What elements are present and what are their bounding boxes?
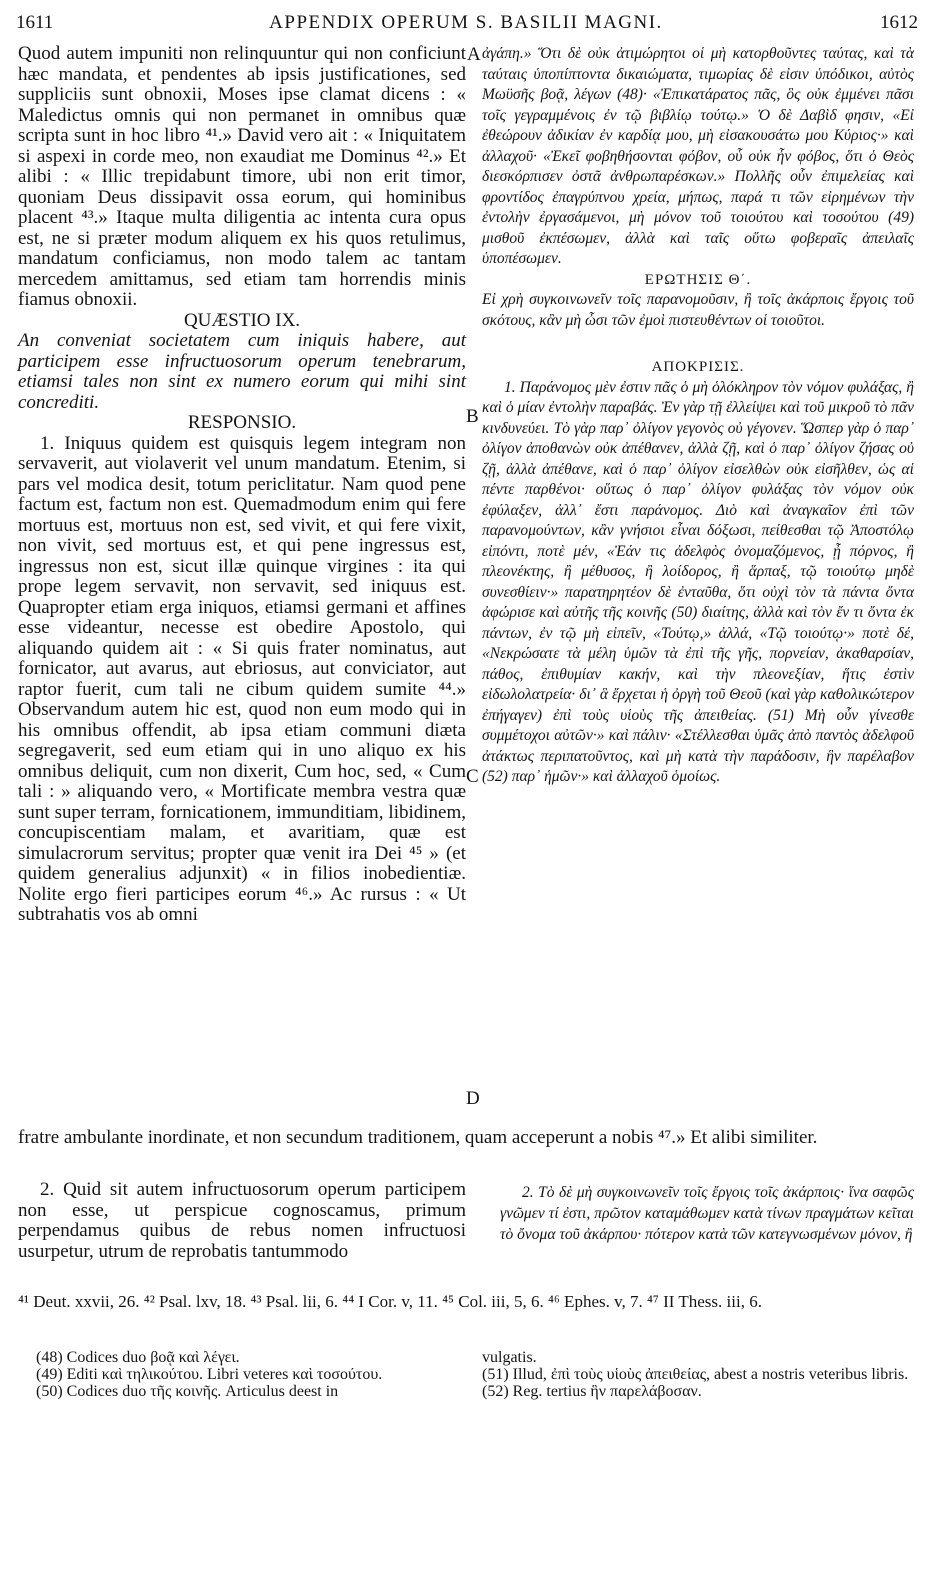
margin-letter-c: C bbox=[466, 766, 479, 787]
footnote-50: (50) Codices duo τῆς κοινῆς. Articulus deest in bbox=[36, 1383, 339, 1400]
latin-paragraph-2: 1. Iniquus quidem est quisquis legem integram non servaverit, aut violaverit vel unum mandatum. Etenim, si pars vel modica desit, totum periclitatur. Nam quod pene factum est, factum non est. Quemadmodum enim qui fere mortuus est, mortuus non est, sed vivit, et qui fere vixit, non vivit, sed mortuus est, et qui pene ingressus est, ingressus non est, sicut illæ quinque virgines : ita qui prope legem servavit, non servavit, sed iniquus est. Quapropter etiam erga iniquos, etiamsi germani et affines esse videantur, necesse est obedire Apostolo, qui aliquando quidem ait : « Si quis frater nominatus, aut fornicator, aut avarus, aut ebriosus, aut conviciator, aut raptor fuerit, cum tali ne cibum quidem sumite ⁴⁴.» Observandum autem hic est, quod non eum modo qui in his omnibus offendit, ab ipsa etiam communi diæta segregaverit, sed eum etiam qui in uno aliquo ex his omnibus deliquit, cum non dixerit, Cum hoc, sed, « Cum tali : » aliquando vero, « Mortificate membra vestra quæ sunt super terram, fornicationem, immunditiam, libidinem, concupiscentiam malam, et avaritiam, quæ est simulacrorum servitus; propter quæ venit ira Dei ⁴⁵ » (et quidem generalius adjunxit) « in filios inobedientiæ. Nolite ergo fieri participes eorum ⁴⁶.» Ac rursus : « Ut subtrahatis vos ab omni bbox=[18, 432, 466, 925]
latin-paragraph-1: Quod autem impuniti non relinquuntur qui non conficiunt hæc mandata, et pendentes ab ipsis justificationes, sed suppliciis sunt obnoxii, Moses ipse clamat dicens : « Maledictus omnis qui non permanet in omnibus quæ scripta sunt in hoc libro ⁴¹.» David vero ait : « Iniquitatem si aspexi in corde meo, non exaudiat me Dominus ⁴².» Et alibi : « Illic trepidabunt timore, ubi non erit timor, quoniam Deus dissipavit ossa eorum, qui hominibus placent ⁴³.» Itaque multa diligentia ac intenta cura opus est, ne si præter modum aliquem ex his quos retulimus, mandatum conficiamus, non modo talem ac tantam mercedem amittamus, sed etiam tam horrendis minis fiamus obnoxii. bbox=[18, 43, 466, 310]
latin-paragraph-3: 2. Quid sit autem infructuosorum operum participem non esse, ut perspicue cognoscamus, primum perpendamus quibus de rebus nomen infructuosi usurpetur, utrum de reprobatis tantummodo bbox=[18, 1179, 466, 1262]
latin-question-title: QUÆSTIO IX. bbox=[183, 309, 301, 331]
latin-continuation: fratre ambulante inordinate, et non secundum traditionem, quam acceperunt a nobis ⁴⁷.» Et alibi similiter. bbox=[18, 1127, 818, 1148]
greek-apokrisis-heading: ΑΠΟΚΡΙΣΙΣ. bbox=[651, 359, 745, 375]
running-title: APPENDIX OPERUM S. BASILII MAGNI. bbox=[269, 12, 663, 33]
page-header bbox=[0, 12, 932, 42]
greek-paragraph-3: 2. Τὸ δὲ μὴ συγκοινωνεῖν τοῖς ἔργοις τοῖς ἀκάρποις· ἵνα σαφῶς γνῶμεν τί ἐστι, πρῶτον καταμάθωμεν κατὰ τίνων πραγμάτων κεῖται τὸ ὄνομα τοῦ ἀκάρπου· πότερον κατὰ τῶν κατεγνωσμένων μόνον, ἢ bbox=[500, 1184, 914, 1243]
latin-responsio-heading: RESPONSIO. bbox=[187, 412, 297, 433]
margin-letter-d: D bbox=[466, 1088, 480, 1109]
page-number-right: 1612 bbox=[880, 12, 918, 33]
margin-letter-b: B bbox=[466, 406, 479, 427]
reference-list: ⁴¹ Deut. xxvii, 26. ⁴² Psal. lxv, 18. ⁴³ Psal. lii, 6. ⁴⁴ I Cor. v, 11. ⁴⁵ Col. iii, 5, 6. ⁴⁶ Ephes. v, 7. ⁴⁷ II Thess. iii, 6. bbox=[18, 1292, 762, 1311]
latin-question-text: An conveniat societatem cum iniquis habere, aut participem esse infructuosorum operum tenebrarum, etiamsi tales non sint ex numero eorum qui mihi sint concrediti. bbox=[18, 330, 466, 413]
latin-full-width-line bbox=[18, 1128, 914, 1149]
latin-column bbox=[18, 44, 466, 926]
latin-column-lower bbox=[18, 1180, 466, 1262]
scripture-references bbox=[18, 1292, 914, 1312]
footnotes-right bbox=[482, 1349, 914, 1400]
footnote-51: (51) Illud, ἐπὶ τοὺς υἱοὺς ἀπειθείας, abest a nostris veteribus libris. bbox=[482, 1366, 909, 1383]
greek-question-text: Εἰ χρὴ συγκοινωνεῖν τοῖς παρανομοῦσιν, ἢ τοῖς ἀκάρποις ἔργοις τοῦ σκότους, κἂν μὴ ὦσι τῶν ἐμοὶ πιστευθέντων οἱ τοιοῦτοι. bbox=[482, 291, 914, 329]
greek-column-lower bbox=[500, 1182, 914, 1245]
greek-paragraph-1: ἀγάπη.» Ὅτι δὲ οὐκ ἀτιμώρητοι οἱ μὴ κατορθοῦντες ταύτας, καὶ τὰ ταύταις ὑποπίπτοντα δικαιώματα, τιμωρίας δὲ εἰσιν ὑπόδικοι, αὐτὸς Μωϋσῆς βοᾷ, λέγων (48)· «Ἐπικατάρατος πᾶς, ὃς οὐκ ἐμμένει πᾶσι τοῖς γεγραμμένοις ἐν τῷ βιβλίῳ τούτῳ.» Ὁ δὲ Δαβὶδ φησιν, «Εἰ ἐθεώρουν ἀδικίαν ἐν καρδίᾳ μου, μὴ εἰσακουσάτω μου Κύριος·» καὶ ἀλλαχοῦ· «Ἐκεῖ φοβηθήσονται φόβον, οὗ οὐκ ἦν φόβος, ὅτι ὁ Θεὸς διεσκόρπισεν ὀστᾶ ἀνθρωπαρέσκων.» Πολλῆς οὖν ἐπιμελείας καὶ φροντίδος ἐπαγρύπνου χρεία, μήπως, παρά τι τῶν εἰρημένων τὴν ἐντολὴν ἐργασάμενοι, μὴ μόνον τοῦ τοιούτου καὶ τοσούτου (49) μισθοῦ ἐκπέσωμεν, ἀλλὰ καὶ ταῖς οὕτω φοβεραῖς ἀπειλαῖς ὑποπέσωμεν. bbox=[482, 45, 914, 267]
page-number-left: 1611 bbox=[16, 12, 54, 33]
greek-paragraph-2: 1. Παράνομος μὲν ἐστιν πᾶς ὁ μὴ ὁλόκληρον τὸν νόμον φυλάξας, ἢ καὶ ὁ μίαν ἐντολὴν παραβάς. Ἐν γὰρ τῇ ἐλλείψει καὶ τοῦ μικροῦ τὸ πᾶν κινδυνεύει. Τὸ γὰρ παρ᾽ ὀλίγον γεγονὸς οὐ γέγονεν. Ὥσπερ γὰρ ὁ παρ᾽ ὀλίγον ἀποθανὼν οὐκ ἀπέθανεν, ἀλλὰ ζῇ, καὶ ὁ παρ᾽ ὀλίγον ζήσας οὐ ζῇ, ἀλλὰ ἀπέθανε, καὶ ὁ παρ᾽ ὀλίγον εἰσελθὼν οὐκ εἰσῆλθεν, ὡς αἱ πέντε παρθένοι· οὕτως ὁ παρ᾽ ὀλίγον φυλάξας τὸν νόμον οὐκ ἐφύλαξεν, ἀλλ᾽ ἔστι παράνομος. Διὸ καὶ ἀναγκαῖον ἐπὶ τῶν παρανομούντων, κἂν γνήσιοι εἶναι δόξωσι, πείθεσθαι τῷ Ἀποστόλῳ εἰπόντι, ποτὲ μέν, «Ἐάν τις ἀδελφὸς ὀνομαζόμενος, ᾖ πόρνος, ἢ πλεονέκτης, ἢ μέθυσος, ἢ λοίδορος, ἢ ἅρπαξ, τῷ τοιούτῳ μηδὲ συνεσθίειν·» παρατηρητέον δὲ ἐνταῦθα, ὅτι οὐχὶ τὸν τὰ πάντα ὄντα ἀφώρισε καὶ αὐτῆς τῆς κοινῆς (50) διαίτης, ἀλλὰ καὶ τὸν ἔν τι ὄντα ἐκ πάντων, ἐν τῷ μὴ εἰπεῖν, «Τούτῳ,» ἀλλά, «Τῷ τοιούτῳ·» ποτὲ δέ, «Νεκρώσατε τὰ μέλη ὑμῶν τὰ ἐπὶ τῆς γῆς, πορνείαν, ἀκαθαρσίαν, πάθος, ἐπιθυμίαν κακήν, καὶ τὴν πλεονεξίαν, ἥτις ἐστὶν εἰδωλολατρεία· δι᾽ ἃ ἔρχεται ἡ ὀργὴ τοῦ Θεοῦ (καὶ γὰρ καθολικώτερον ἐπήγαγεν) ἐπὶ τοὺς υἱοὺς τῆς ἀπειθείας. (51) Μὴ οὖν γίνεσθε συμμέτοχοι αὐτῶν·» καὶ πάλιν· «Στέλλεσθαι ὑμᾶς ἀπὸ παντὸς ἀδελφοῦ ἀτάκτως περιπατοῦντος, καὶ μὴ κατὰ τὴν παράδοσιν, ἣν παρέλαβον (52) παρ᾽ ἡμῶν·» καὶ ἀλλαχοῦ ὁμοίως. bbox=[482, 378, 914, 785]
footnote-49: (49) Editi καὶ τηλικούτου. Libri veteres καὶ τοσούτου. bbox=[36, 1366, 383, 1383]
notes-divider bbox=[18, 1341, 914, 1342]
footnote-48: (48) Codices duo βοᾷ καὶ λέγει. bbox=[36, 1349, 240, 1366]
footnotes-left bbox=[36, 1349, 466, 1400]
footnote-52: (52) Reg. tertius ἣν παρελάβοσαν. bbox=[482, 1383, 702, 1400]
greek-column bbox=[482, 44, 914, 788]
greek-question-title: ΕΡΩΤΗΣΙΣ Θ΄. bbox=[644, 271, 752, 288]
footnote-50-continued: vulgatis. bbox=[482, 1349, 537, 1366]
margin-letter-a: A bbox=[467, 44, 481, 65]
